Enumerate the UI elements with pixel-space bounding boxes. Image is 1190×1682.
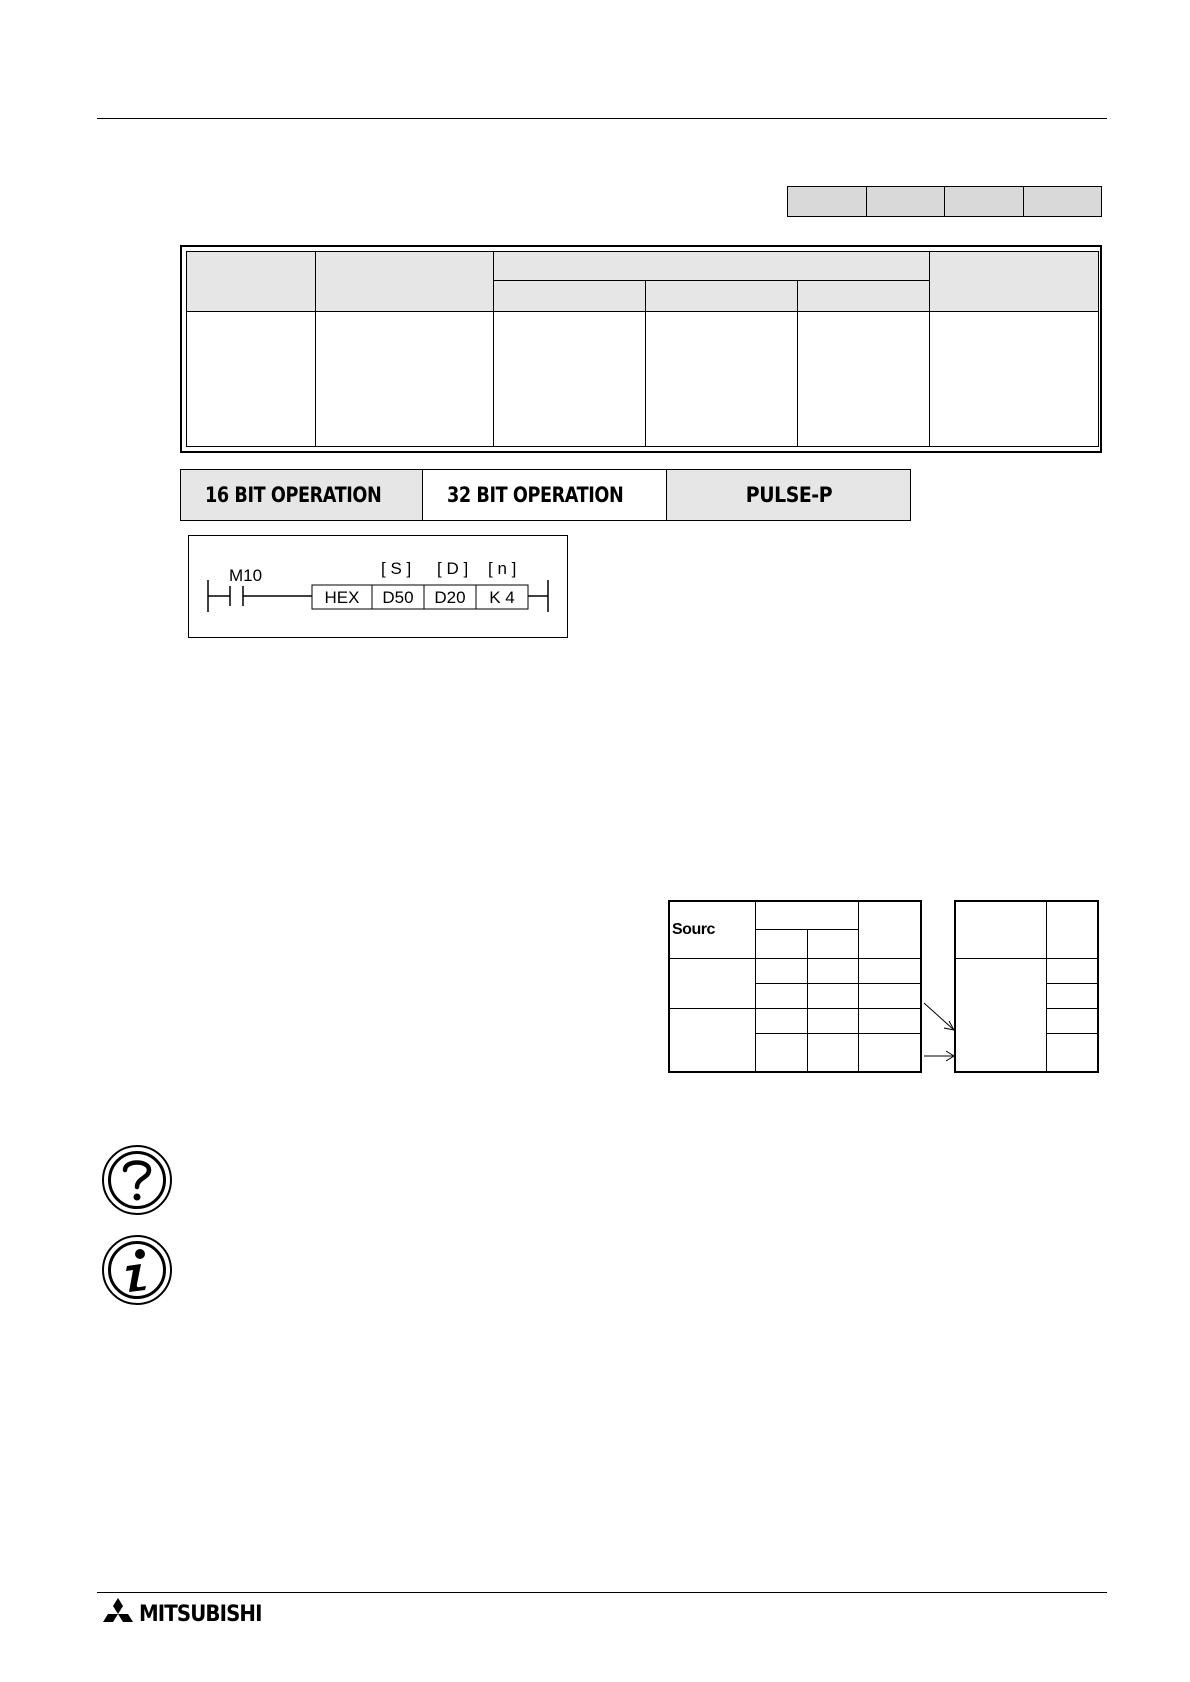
operation-type-bar: [180, 469, 911, 521]
table-cell: [930, 312, 1099, 447]
question-glyph: [117, 1156, 157, 1204]
applicability-cell: [945, 187, 1024, 216]
conversion-arrows: [668, 900, 1100, 1074]
table-header-cell: [930, 252, 1099, 312]
question-icon-inner: [108, 1151, 166, 1209]
applicability-strip: [787, 186, 1102, 217]
info-icon-inner: [108, 1241, 166, 1299]
table-header-cell: [494, 252, 930, 281]
ladder-diagram: [188, 535, 568, 638]
contact-label: M10: [229, 566, 263, 585]
applicability-cell: [867, 187, 946, 216]
destination-operand: D20: [434, 588, 466, 607]
instruction-label: HEX: [324, 588, 360, 607]
table-cell: [316, 312, 494, 447]
applicability-cell: [788, 187, 867, 216]
info-glyph: [117, 1246, 157, 1294]
table-header-cell: [187, 252, 316, 312]
brand-name: MITSUBISHI: [139, 1601, 262, 1627]
source-header: Sourc: [672, 920, 715, 938]
source-operand: D50: [382, 588, 414, 607]
operand-header-n: [ n ]: [488, 559, 517, 578]
op-pulse: PULSE-P: [667, 470, 910, 520]
count-operand: K 4: [489, 588, 515, 607]
brand-logo: [100, 1597, 275, 1631]
table-subheader-cell: [646, 281, 798, 312]
operand-table: [180, 245, 1102, 453]
table-subheader-cell: [494, 281, 646, 312]
conversion-diagram: [668, 900, 1100, 1074]
operand-header-s: [ S ]: [381, 559, 412, 578]
table-cell: [798, 312, 930, 447]
table-cell: [494, 312, 646, 447]
table-cell: [187, 312, 316, 447]
question-icon: [102, 1145, 172, 1215]
table-subheader-cell: [798, 281, 930, 312]
info-icon: [102, 1235, 172, 1305]
mitsubishi-logo-icon: [100, 1598, 136, 1630]
footer-rule: [97, 1592, 1107, 1593]
header-rule: [97, 118, 1107, 119]
operand-header-d: [ D ]: [437, 559, 469, 578]
table-header-cell: [316, 252, 494, 312]
op-16bit: 16 BIT OPERATION: [181, 470, 423, 520]
applicability-cell: [1024, 187, 1102, 216]
op-32bit: 32 BIT OPERATION: [423, 470, 667, 520]
table-cell: [646, 312, 798, 447]
